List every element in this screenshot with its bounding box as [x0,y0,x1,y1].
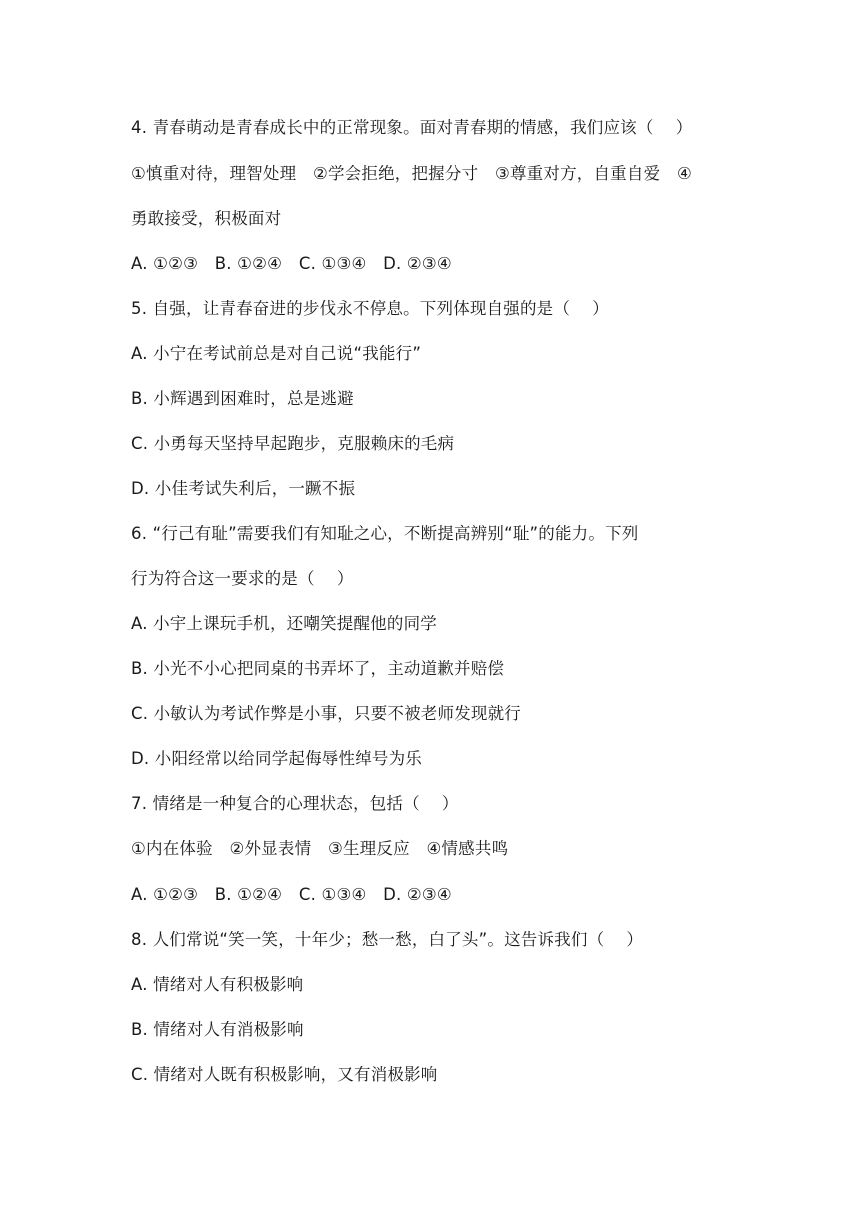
question-4-statements: ①慎重对待，理智处理 ②学会拒绝，把握分寸 ③尊重对方，自重自爱 ④ [131,164,692,183]
question-6-stem-continued: 行为符合这一要求的是（ ） [131,569,354,588]
question-7-options: A. ①②③ B. ①②④ C. ①③④ D. ②③④ [131,885,452,904]
question-5-stem: 5. 自强，让青春奋进的步伐永不停息。下列体现自强的是（ ） [131,299,609,318]
question-8-option-a: A. 情绪对人有积极影响 [131,975,304,994]
question-7-stem: 7. 情绪是一种复合的心理状态，包括（ ） [131,794,459,813]
question-6-option-b: B. 小光不小心把同桌的书弄坏了，主动道歉并赔偿 [131,659,505,678]
question-7-statements: ①内在体验 ②外显表情 ③生理反应 ④情感共鸣 [131,839,509,858]
question-8-option-b: B. 情绪对人有消极影响 [131,1020,304,1039]
question-8-stem: 8. 人们常说“笑一笑，十年少；愁一愁，白了头”。这告诉我们（ ） [131,930,644,949]
question-5-option-b: B. 小辉遇到困难时，总是逃避 [131,389,354,408]
question-4-stem: 4. 青春萌动是青春成长中的正常现象。面对青春期的情感，我们应该（ ） [131,118,693,137]
question-5-option-d: D. 小佳考试失利后，一蹶不振 [131,479,356,498]
question-6-option-c: C. 小敏认为考试作弊是小事，只要不被老师发现就行 [131,704,522,723]
question-6-option-a: A. 小宇上课玩手机，还嘲笑提醒他的同学 [131,614,437,633]
question-4-statements-continued: 勇敢接受，积极面对 [131,209,282,228]
question-8-option-c: C. 情绪对人既有积极影响，又有消极影响 [131,1065,438,1084]
question-6-option-d: D. 小阳经常以给同学起侮辱性绰号为乐 [131,749,422,768]
question-5-option-c: C. 小勇每天坚持早起跑步，克服赖床的毛病 [131,434,455,453]
question-6-stem: 6. “行己有耻”需要我们有知耻之心，不断提高辨别“耻”的能力。下列 [131,524,639,543]
question-4-options: A. ①②③ B. ①②④ C. ①③④ D. ②③④ [131,254,452,273]
question-5-option-a: A. 小宁在考试前总是对自己说“我能行” [131,344,422,363]
